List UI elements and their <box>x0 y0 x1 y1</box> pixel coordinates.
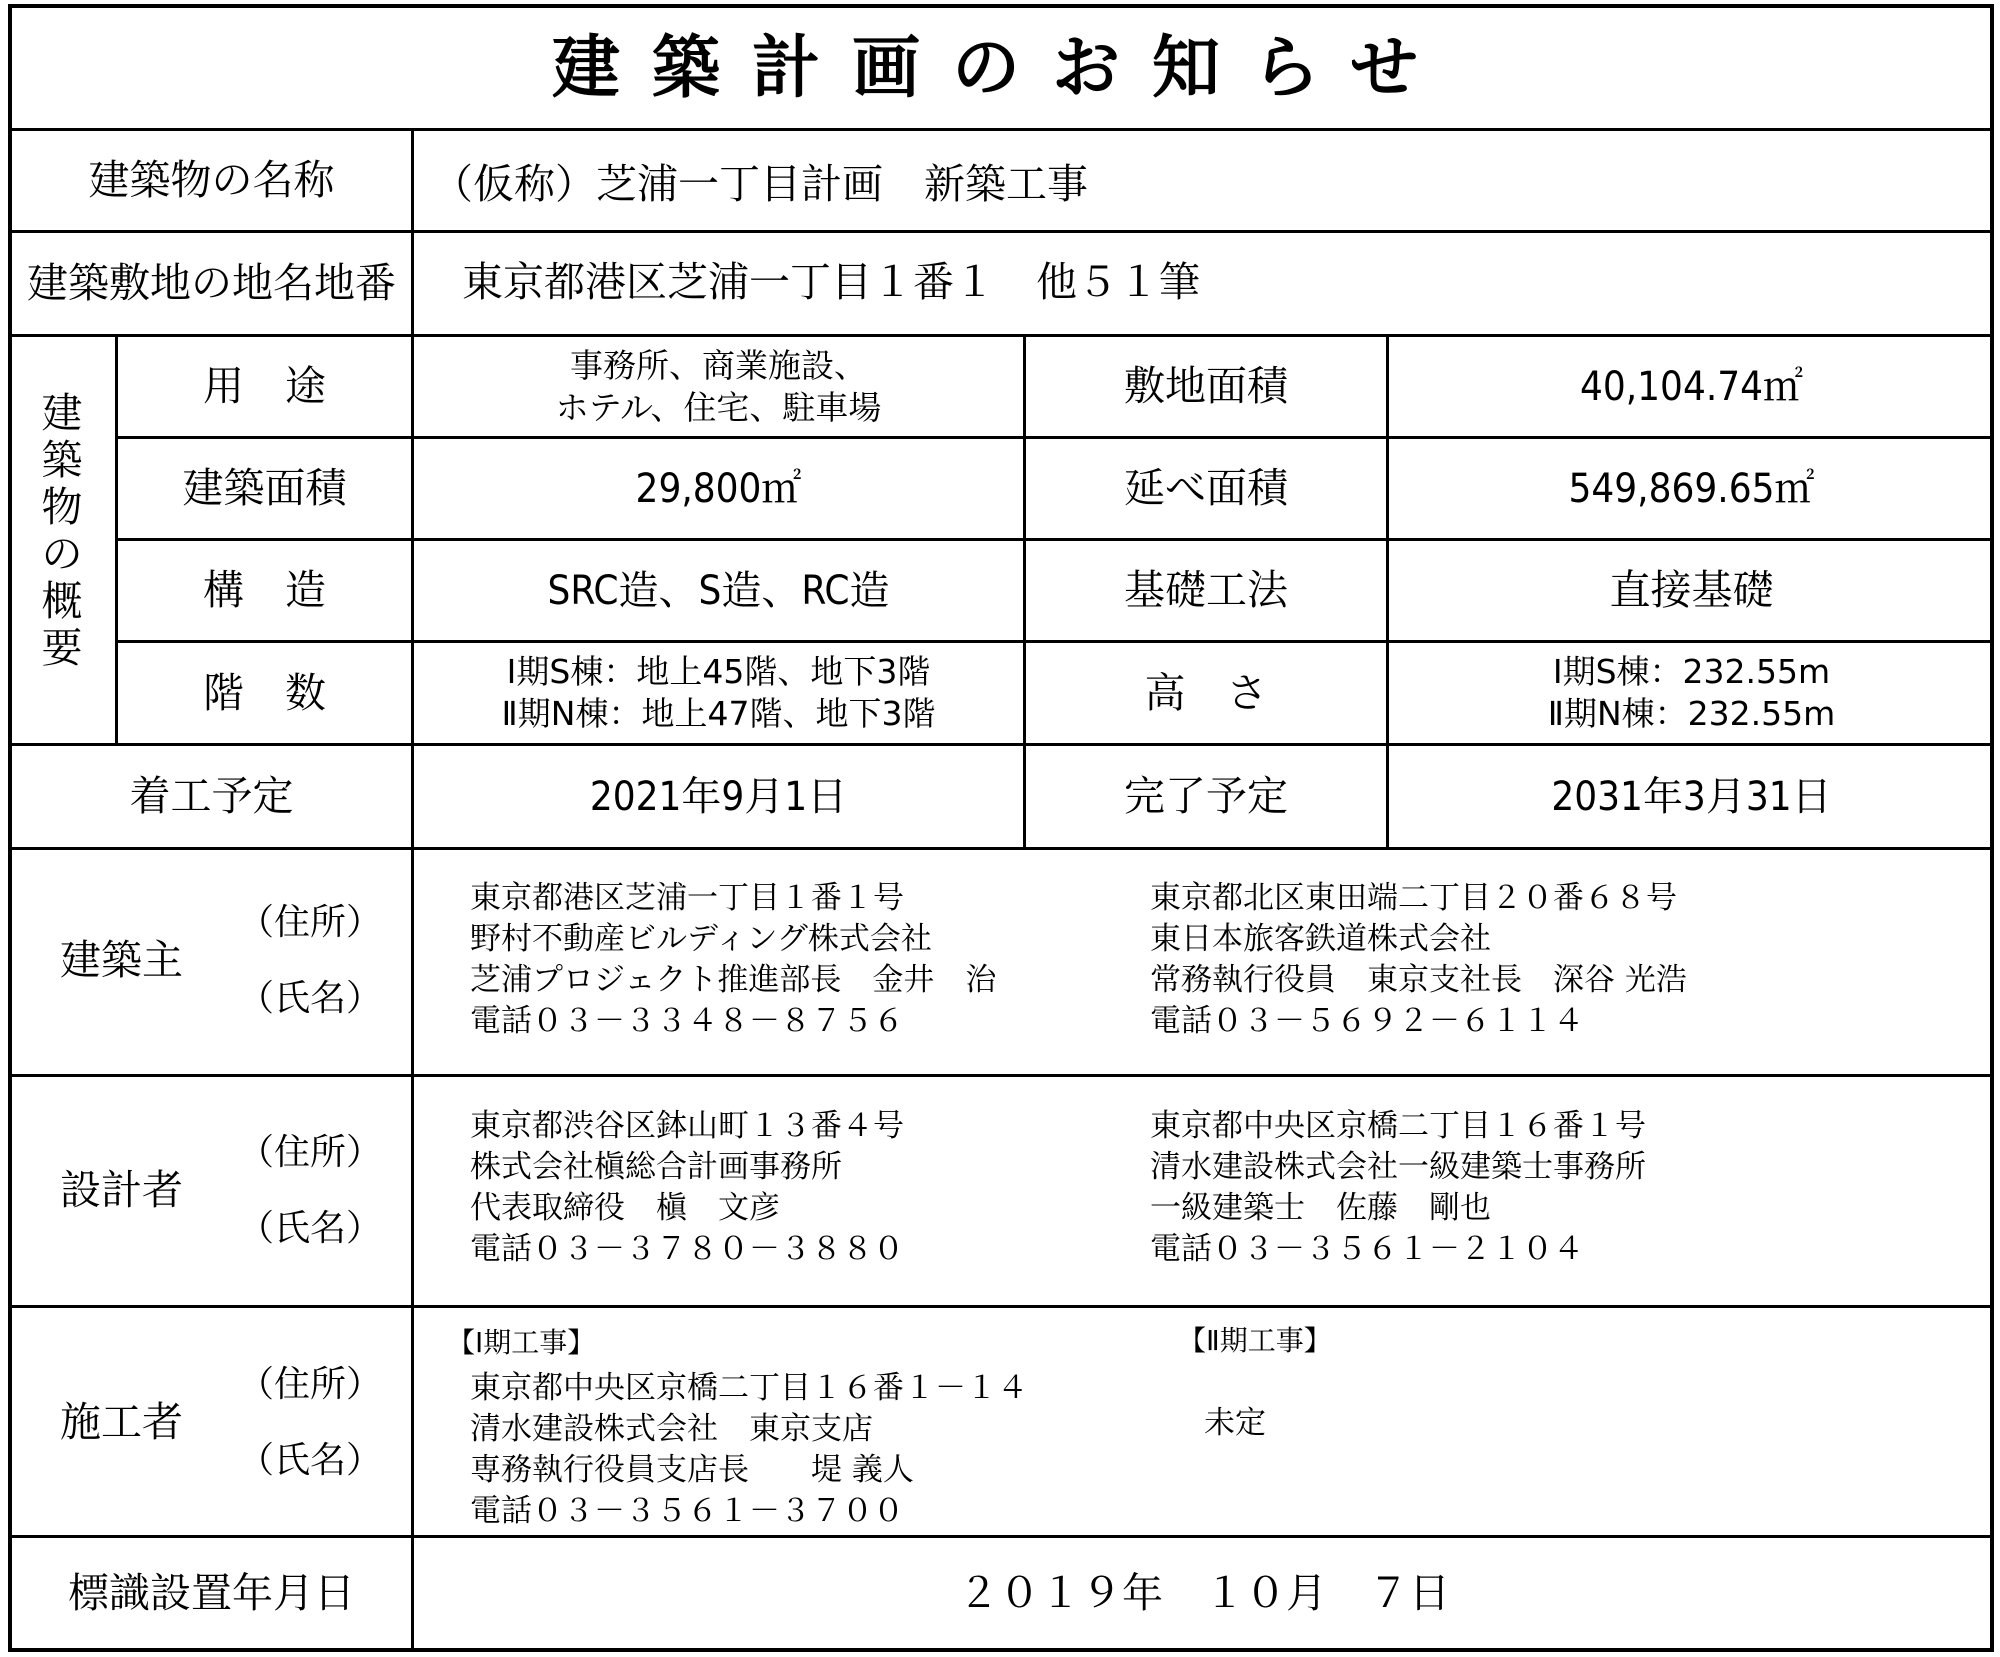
designer-label: 設計者 <box>60 1166 183 1214</box>
phase1-label: 【Ⅰ期工事】 <box>447 1326 596 1359</box>
height-label: 高 さ <box>1144 668 1268 717</box>
foundation-value: 直接基礎 <box>1609 566 1774 614</box>
floors-label: 階 数 <box>203 668 326 717</box>
owner-address-label: （住所） <box>238 902 383 943</box>
site-address-value: 東京都港区芝浦一丁目１番１ 他５１筆 <box>462 258 1200 306</box>
contractor-party-1: 東京都中央区京橋二丁目１６番１－１４ 清水建設株式会社 東京支店 専務執行役員支店長 堤 義人 電話０３－３５６１－３７００ <box>470 1370 1028 1529</box>
owner-party-2: 東京都北区東田端二丁目２０番６８号 東日本旅客鉄道株式会社 常務執行役員 東京支社長 深谷 光浩 電話０３－５６９２－６１１４ <box>1150 880 1687 1039</box>
site-address-label: 建築敷地の地名地番 <box>27 259 396 307</box>
owner-party-1: 東京都港区芝浦一丁目１番１号 野村不動産ビルディング株式会社 芝浦プロジェクト推進部長 金井 治 電話０３－３３４８－８７５６ <box>470 880 997 1039</box>
phase2-label: 【Ⅱ期工事】 <box>1178 1324 1332 1357</box>
structure-value: SRC造、S造、RC造 <box>547 567 890 614</box>
designer-name-label: （氏名） <box>238 1208 383 1249</box>
rule <box>8 1305 1994 1308</box>
owner-label: 建築主 <box>60 936 183 984</box>
site-area-value: 40,104.74㎡ <box>1579 363 1804 410</box>
owner-name-label: （氏名） <box>238 978 383 1019</box>
total-floor-area-value: 549,869.65㎡ <box>1568 465 1815 512</box>
designer-party-1: 東京都渋谷区鉢山町１３番４号 株式会社槇総合計画事務所 代表取締役 槇 文彦 電話０３－３７８０－３８８０ <box>470 1108 904 1267</box>
building-area-value: 29,800㎡ <box>635 465 802 512</box>
sign-date-value: ２０１９年 １０月 ７日 <box>958 1568 1450 1617</box>
phase2-value: 未定 <box>1204 1405 1266 1441</box>
use-label: 用 途 <box>203 362 326 410</box>
rule <box>8 1074 1994 1077</box>
building-name-value: （仮称）芝浦一丁目計画 新築工事 <box>432 160 1088 208</box>
designer-address-label: （住所） <box>238 1132 383 1173</box>
overview-section-label: 建 築 物 の 概 要 <box>41 389 83 672</box>
rule <box>411 128 414 334</box>
contractor-name-label: （氏名） <box>238 1440 383 1481</box>
rule <box>411 847 414 1648</box>
rule <box>8 847 1994 850</box>
contractor-address-label: （住所） <box>238 1364 383 1405</box>
completion-label: 完了予定 <box>1124 772 1288 820</box>
sign-date-label: 標識設置年月日 <box>68 1568 355 1617</box>
start-value: 2021年9月1日 <box>589 773 848 820</box>
foundation-label: 基礎工法 <box>1124 566 1288 614</box>
use-value: 事務所、商業施設、 ホテル、住宅、駐車場 <box>555 345 882 427</box>
designer-party-2: 東京都中央区京橋二丁目１６番１号 清水建設株式会社一級建築士事務所 一級建築士 佐藤 剛也 電話０３－３５６１－２１０４ <box>1150 1108 1646 1267</box>
building-name-label: 建築物の名称 <box>88 156 335 204</box>
structure-label: 構 造 <box>203 566 326 614</box>
building-area-label: 建築面積 <box>182 464 347 512</box>
height-value: Ⅰ期S棟：232.55m Ⅱ期N棟：232.55m <box>1547 652 1836 733</box>
site-area-label: 敷地面積 <box>1124 362 1288 410</box>
floors-value: Ⅰ期S棟：地上45階、地下3階 Ⅱ期N棟：地上47階、地下3階 <box>501 652 936 733</box>
start-label: 着工予定 <box>129 772 294 820</box>
total-floor-area-label: 延べ面積 <box>1124 464 1288 512</box>
completion-value: 2031年3月31日 <box>1551 773 1832 820</box>
page-title: 建築計画のお知らせ <box>552 29 1450 108</box>
contractor-label: 施工者 <box>60 1398 183 1446</box>
